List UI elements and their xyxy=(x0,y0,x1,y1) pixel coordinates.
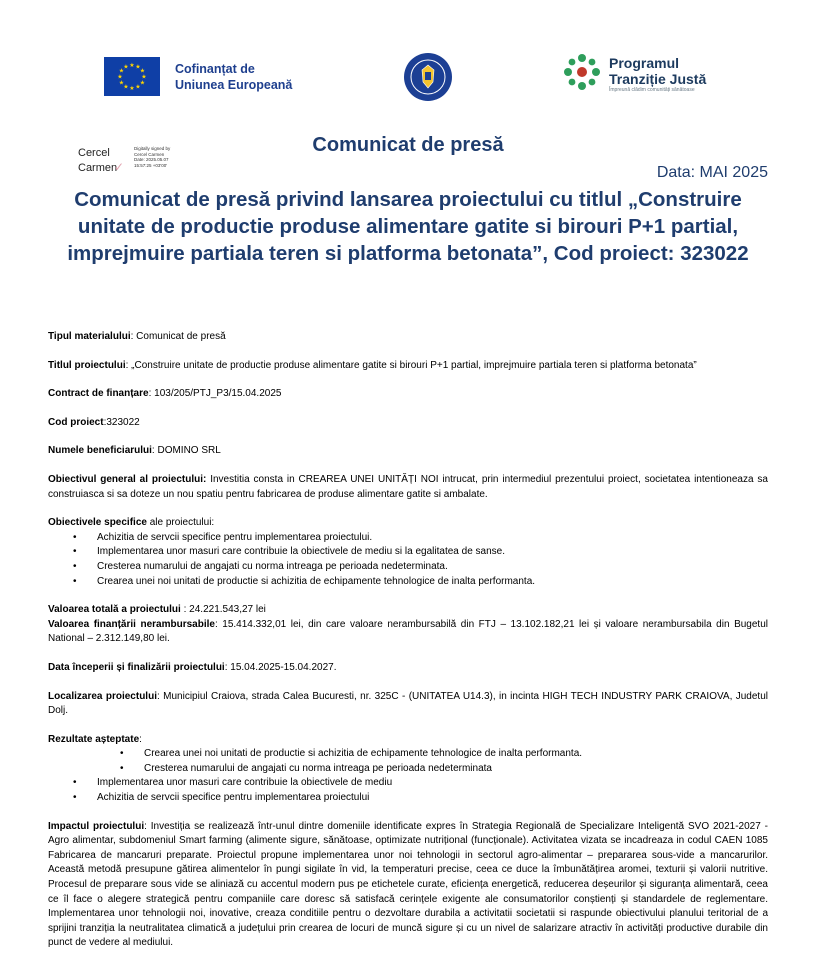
government-seal-logo xyxy=(403,52,453,102)
field-obiectiv-general xyxy=(48,473,768,502)
field-beneficiar xyxy=(48,444,768,459)
eu-line-2: Uniunea Europeană xyxy=(175,78,293,92)
field-value: : DOMINO SRL xyxy=(151,445,221,457)
document-date: Data: MAI 2025 xyxy=(656,164,768,181)
svg-text:★: ★ xyxy=(123,83,129,91)
field-value: Investitia consta in CREAREA UNEI UNITĂȚI NOI intrucat, prin intermediul prezentului proiect, societatea intentioneaza sa construiasca si sa doteze un nou spatiu pentru fabricarea de produse alimentare gatite si ambalate. xyxy=(48,473,768,500)
field-localizare xyxy=(48,690,768,719)
svg-text:★: ★ xyxy=(135,63,141,71)
signature-detail-2: Cercel Carmen xyxy=(134,151,165,157)
field-value: : 103/205/PTJ_P3/15.04.2025 xyxy=(148,388,282,400)
field-cod-proiect xyxy=(48,416,768,431)
field-data-proiect xyxy=(48,661,768,676)
field-label: Obiectivul general al proiectului: xyxy=(48,473,207,485)
ptj-line-2: Tranziție Justă xyxy=(609,71,707,87)
list-item: • Cresterea numarului de angajati cu norma intreaga pe perioada nedeterminata xyxy=(144,762,768,777)
field-value: : „Construire unitate de productie produse alimentare gatite si birouri P+1 partial, imprejmuire partiala teren si platforma betonata” xyxy=(125,359,697,371)
field-label: Numele beneficiarului xyxy=(48,445,152,457)
svg-text:★: ★ xyxy=(139,67,146,75)
field-tip-material xyxy=(48,330,768,345)
field-label: Titlul proiectului xyxy=(48,359,126,371)
field-label: Valoarea totală a proiectului xyxy=(48,604,181,616)
field-value: :323022 xyxy=(103,416,140,428)
field-label: Data începerii și finalizării proiectului xyxy=(48,661,225,673)
svg-text:★: ★ xyxy=(141,73,147,81)
field-valoare-totala xyxy=(48,603,768,618)
field-value: : xyxy=(139,733,142,745)
field-titlu-proiect xyxy=(48,359,768,374)
field-label: Rezultate așteptate xyxy=(48,733,140,745)
specific-objectives-list xyxy=(48,531,768,589)
svg-text:★: ★ xyxy=(129,85,135,92)
list-item: • Crearea unei noi unitati de productie si achizitia de echipamente tehnologice de inalta performanta. xyxy=(144,747,768,762)
ptj-line-1: Programul xyxy=(609,55,680,71)
document-body xyxy=(48,330,768,951)
field-value: : Investiția se realizează într-unul dintre domeniile identificate expres în Strategia Regională de Specializare Inteligentă SVO 2021-2027 - Agro alimentar, subdomeniul Smart farming (alimente sigure, sănătoase, optimizate nutrițional (funcționale). Activitatea vizata se incadreaza in codul CAEN 1085 Fabricarea de mancaruri preparate. Proiectul propune implementarea unor noi tehnologii in sectorul agro-alimentar – prepararea sous-vide a mancarurilor. Această metodă presupune gătirea alimentelor în pungi sigilate în vid, la temperaturi precise, ceea ce duce la îmbunătățirea aromei, texturii și valorii nutritive. Procesul de preparare sous vide se aliniază cu accentul modern pus pe etichetele curate, eficiența energetică, reducerea deșeurilor și siguranța alimentară, ceea ce îl face o alegere strategică pentru companiile care doresc să satisfacă cerințele exigente ale consumatorilor conștienți și standardele de reglementare. Implementarea unor tehnologii noi, inovative, creaza conditiile pentru o dezvoltare durabila a activitatii societatii si raspunde obiectivului planului teritorial de a sprijini tranziția la neutralitatea climatică a județului prin crearea de locuri de muncă sigure și cu un nivel de salarizare atractiv în activități productive durabile din punct de vedere al mediului. xyxy=(48,820,768,949)
list-item: • Cresterea numarului de angajati cu norma intreaga pe perioada nedeterminata. xyxy=(97,560,768,575)
page-title: Comunicat de presă xyxy=(312,134,504,156)
signature-detail-4: 15:57:25 +03'00' xyxy=(134,162,168,168)
field-label: Localizarea proiectului xyxy=(48,690,157,702)
svg-text:★: ★ xyxy=(117,73,123,81)
list-item: • Crearea unei noi unitati de productie si achizitia de echipamente tehnologice de inalta performanta. xyxy=(97,575,768,590)
main-heading: Comunicat de presă privind lansarea proiectului cu titlul „Construire unitate de productie produse alimentare gatite si birouri P+1 partial, imprejmuire partiala teren si platforma betonata”, Cod proiect: 323022 xyxy=(67,188,749,265)
eu-cofinancing-label xyxy=(175,61,292,93)
field-obiective-specifice xyxy=(48,516,768,531)
field-value: : Municipiul Craiova, strada Calea Bucuresti, nr. 325C - (UNITATEA U14.3), in incinta HIGH TECH INDUSTRY PARK CRAIOVA, Judetul Dolj. xyxy=(48,690,768,717)
ptj-tagline: Împreună clădim comunități sănătoase xyxy=(609,87,695,93)
field-label: Valoarea finanțării nerambursabile xyxy=(48,618,215,630)
field-label: Contract de finanțare xyxy=(48,388,149,400)
signature-name-line-2: Carmen xyxy=(78,162,118,174)
tranzitie-justa-label xyxy=(609,55,706,87)
expected-results-list xyxy=(48,776,768,805)
field-contract xyxy=(48,387,768,402)
svg-text:★: ★ xyxy=(135,83,141,91)
field-rezultate xyxy=(48,733,768,748)
eu-flag-logo xyxy=(104,57,160,96)
tranzitie-justa-logo xyxy=(562,52,602,92)
svg-text:★: ★ xyxy=(118,67,125,75)
expected-results-indented-list xyxy=(48,747,768,776)
field-label: Cod proiect xyxy=(48,416,104,428)
svg-text:★: ★ xyxy=(129,62,135,69)
field-value: : Comunicat de presă xyxy=(130,331,226,342)
list-item: • Implementarea unor masuri care contribuie la obiectivele de mediu xyxy=(97,776,768,791)
field-value: : 24.221.543,27 lei xyxy=(180,604,266,616)
list-item: • Achizitia de servcii specifice pentru implementarea proiectului. xyxy=(97,531,768,546)
field-label: Obiectivele specifice xyxy=(48,517,147,529)
field-value: : 15.04.2025-15.04.2027. xyxy=(224,661,337,673)
signature-check-icon: ✓ xyxy=(114,160,125,174)
svg-text:★: ★ xyxy=(139,79,146,87)
field-label: Tipul materialului xyxy=(48,331,131,342)
field-valoare-nerambursabila xyxy=(48,618,768,647)
signature-name-line-1: Cercel xyxy=(78,147,110,159)
svg-text:★: ★ xyxy=(118,79,125,87)
signature-detail-3: Date: 2025.05.07 xyxy=(134,157,169,163)
signature-detail-1: Digitally signed by xyxy=(134,146,171,151)
field-label: Impactul proiectului xyxy=(48,820,145,832)
list-item: • Implementarea unor masuri care contribuie la obiectivele de mediu si la egalitatea de sanse. xyxy=(97,545,768,560)
list-item: • Achizitia de servcii specifice pentru implementarea proiectului xyxy=(97,791,768,806)
eu-line-1: Cofinanțat de xyxy=(175,62,255,76)
svg-text:★: ★ xyxy=(123,63,129,71)
field-impact xyxy=(48,820,768,951)
field-value: : 15.414.332,01 lei, din care valoare nerambursabilă din FTJ – 13.102.182,21 lei și valoare nerambursabila din Bugetul National – 2.312.149,80 lei. xyxy=(48,618,768,645)
field-value: ale proiectului: xyxy=(146,517,215,529)
eu-stars-icon xyxy=(104,57,160,96)
